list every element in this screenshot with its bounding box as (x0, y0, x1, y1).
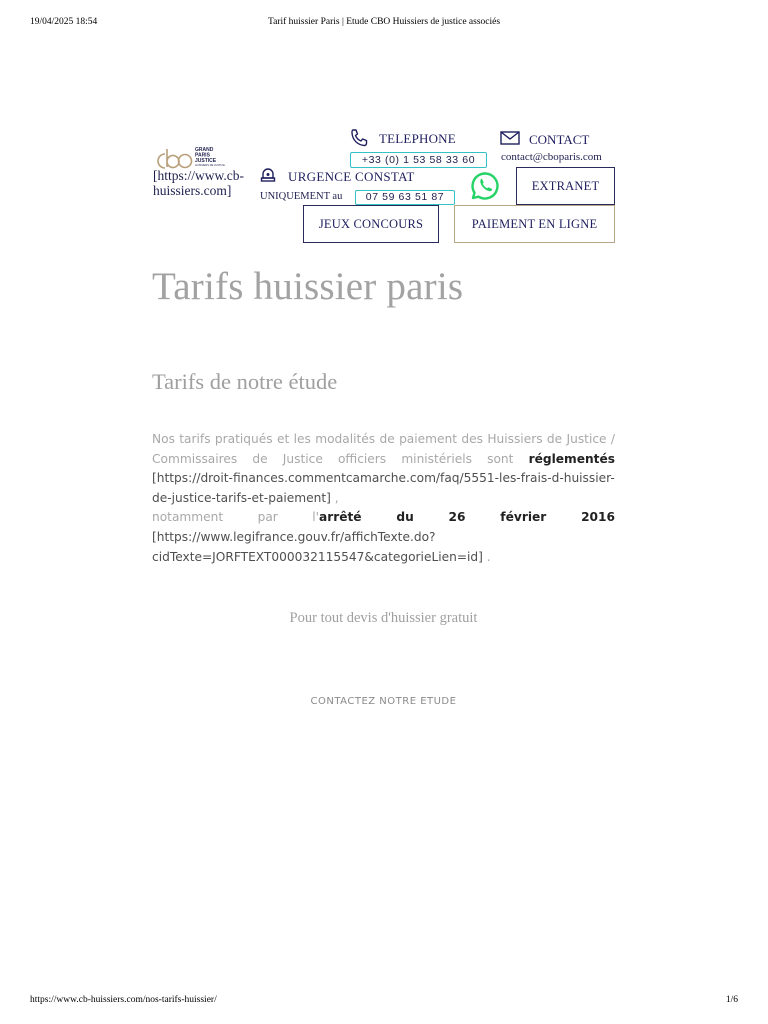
telephone-number-link[interactable]: +33 (0) 1 53 58 33 60 (350, 152, 487, 168)
phone-icon (348, 128, 370, 148)
section-title: Tarifs de notre étude (152, 369, 338, 394)
logo-text-2: PARIS (195, 152, 210, 159)
logo-text-3: JUSTICE (195, 158, 217, 164)
telephone-label: TELEPHONE (379, 131, 456, 146)
paragraph-separator: , (330, 490, 339, 505)
jeux-concours-button[interactable]: JEUX CONCOURS (303, 205, 439, 243)
paragraph-mid: notamment par l' (152, 510, 319, 525)
logo-text-4: HUISSIERS DE JUSTICE (195, 164, 225, 167)
logo-link[interactable]: [https://www.cb-huissiers.com] (153, 168, 244, 198)
print-page-title: Tarif huissier Paris | Etude CBO Huissiers de justice associés (267, 17, 501, 27)
arrete-url[interactable]: [https://www.legifrance.gouv.fr/affichTexte.do?cidTexte=JORFTEXT000032115547&categorieLien=id] (152, 529, 483, 564)
arrete-link[interactable]: arrêté du 26 février 2016 (318, 510, 615, 525)
reglementes-link[interactable]: réglementés (528, 451, 615, 466)
whatsapp-icon[interactable] (470, 171, 500, 201)
tarifs-paragraph (152, 430, 615, 567)
emergency-icon (259, 165, 277, 183)
extranet-button[interactable]: EXTRANET (516, 167, 615, 205)
page-title: Tarifs huissier paris (152, 265, 464, 308)
print-page-number: 1/6 (725, 995, 738, 1005)
urgence-prefix: UNIQUEMENT au (260, 191, 343, 202)
contact-email-link[interactable]: contact@cboparis.com (501, 151, 602, 163)
paiement-en-ligne-button[interactable]: PAIEMENT EN LIGNE (454, 205, 615, 243)
mail-icon (500, 130, 520, 146)
paragraph-intro: Nos tarifs pratiqués et les modalités de paiement des Huissiers de Justice / Commissaires de Justice officiers ministériels sont (152, 432, 615, 466)
urgence-number-link[interactable]: 07 59 63 51 87 (355, 190, 455, 205)
contactez-etude-link[interactable]: CONTACTEZ NOTRE ETUDE (310, 696, 457, 707)
devis-gratuit-text: Pour tout devis d'huissier gratuit (289, 610, 478, 626)
reglementes-url[interactable]: [https://droit-finances.commentcamarche.com/faq/5551-les-frais-d-huissier-de-justice-tarifs-et-paiement] (152, 471, 615, 505)
logo-text-1: GRAND (195, 147, 214, 153)
print-datetime: 19/04/2025 18:54 (30, 17, 98, 27)
urgence-constat-label: URGENCE CONSTAT (288, 169, 415, 184)
print-url: https://www.cb-huissiers.com/nos-tarifs-huissier/ (30, 995, 217, 1005)
paragraph-end: . (482, 549, 491, 564)
contact-label: CONTACT (529, 132, 590, 147)
